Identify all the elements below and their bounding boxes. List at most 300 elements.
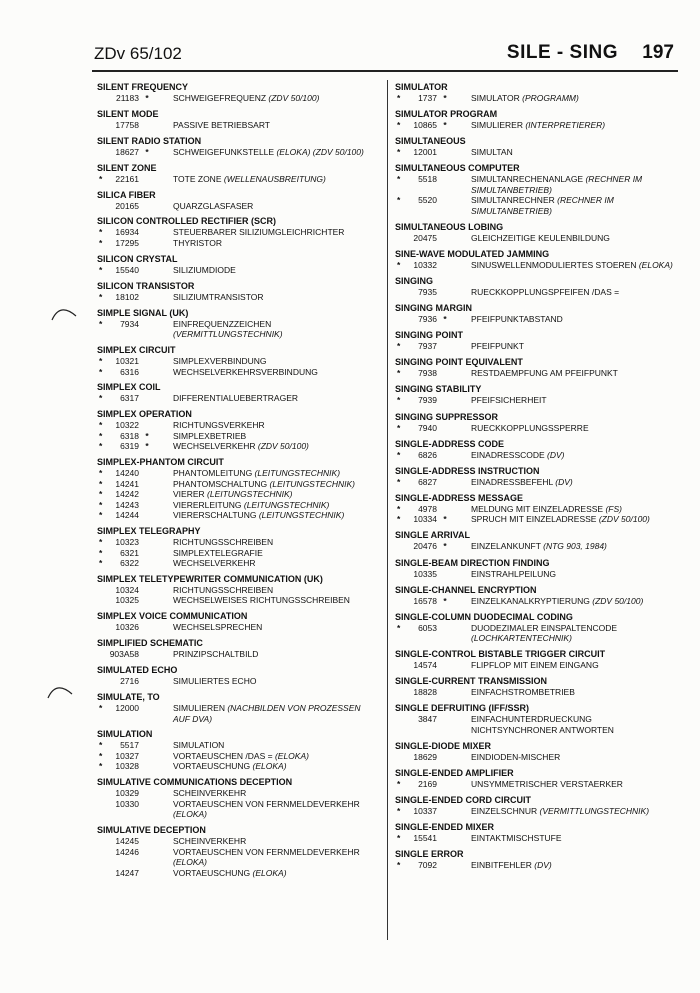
german-translation: WECHSELSPRECHEN [173,622,263,633]
term-code: 14243 [115,499,139,510]
entry-term: SIMULATOR [395,82,448,92]
term-code: 7935 [418,287,437,298]
glossary-entry [97,638,379,660]
glossary-entry [395,384,680,406]
term-code: 10328 [115,761,139,772]
term-code: 12001 [413,147,437,158]
translation-row [395,714,680,735]
star-mark: * [145,430,149,441]
term-code: 4978 [418,503,437,514]
translation-row [97,489,379,500]
star-mark: * [443,93,447,103]
entry-term: SIMULTANEOUS COMPUTER [395,163,520,174]
term-code: 16578 [413,595,437,606]
translation-row [97,147,379,158]
term-code: 18828 [413,687,437,698]
glossary-entry [97,345,379,377]
german-translation: WECHSELWEISES RICHTUNGSSCHREIBEN [173,595,350,606]
glossary-entry [395,466,680,488]
entry-term: SILICA FIBER [97,189,156,200]
translation-row [395,833,680,844]
asterisk-mark: * [99,558,103,569]
translation-row [97,595,379,606]
german-translation: VORTAEUSCHEN /DAS = (ELOKA) [173,750,309,761]
asterisk-mark: * [99,703,103,714]
term-code: 10865 [413,120,437,131]
term-code: 6322 [120,558,139,569]
entry-term: SILICON CRYSTAL [97,253,178,264]
entry-term: SINGING POINT [395,330,464,341]
german-translation: SIMULIEREN (NACHBILDEN VON PROZESSEN AUF DVA) [173,703,361,724]
entry-term: SILENT ZONE [97,162,157,173]
asterisk-mark: * [99,510,103,521]
german-translation: PHANTOMLEITUNG (LEITUNGSTECHNIK) [173,468,341,479]
term-code: 10335 [413,568,437,579]
translation-row [97,847,379,868]
translation-row [395,569,680,580]
term-code: 14240 [115,468,139,479]
term-code: 6826 [418,449,437,460]
asterisk-mark: * [99,761,103,772]
translation-row [97,201,379,212]
entry-term: SIMPLEX COIL [97,382,161,393]
german-translation: SCHEINVERKEHR [173,836,247,847]
asterisk-mark: * [99,547,103,558]
star-mark: * [443,514,447,525]
glossary-entry [395,768,680,790]
glossary-entry [395,849,680,871]
german-translation: PFEIFPUNKTABSTAND [471,314,563,325]
glossary-entry [395,330,680,352]
term-code: 6318 [120,430,139,441]
translation-row [97,441,379,452]
glossary-entry [395,109,680,131]
entry-term: SIMPLEX CIRCUIT [97,345,176,356]
term-code: 20475 [413,232,437,243]
term-code: 10322 [115,420,139,431]
german-translation: MELDUNG MIT EINZELADRESSE (FS) [471,503,622,514]
entry-term: SINGLE-ADDRESS INSTRUCTION [395,465,540,476]
glossary-entry [97,574,379,606]
term-code: 6317 [120,393,139,404]
german-translation: EINTAKTMISCHSTUFE [471,833,562,844]
glossary-entry [97,281,379,303]
term-code: 5518 [418,174,437,185]
entry-term: SIMPLEX TELETYPEWRITER COMMUNICATION (UK) [97,573,323,584]
glossary-entry [395,357,680,379]
entry-term: SINGLE-ENDED AMPLIFIER [395,768,514,779]
glossary-entry [97,109,379,131]
asterisk-mark: * [397,195,401,206]
translation-row [395,450,680,461]
star-mark: * [145,441,149,452]
asterisk-mark: * [397,833,401,844]
glossary-entry [395,530,680,552]
german-translation: DIFFERENTIALUEBERTRAGER [173,393,299,404]
asterisk-mark: * [397,514,401,525]
asterisk-mark: * [99,478,103,489]
term-code: 20165 [115,200,139,211]
translation-row [97,93,379,104]
term-code: 10323 [115,537,139,548]
translation-row [97,548,379,559]
translation-row [97,622,379,633]
entry-term: SINGLE-CHANNEL ENCRYPTION [395,584,537,595]
glossary-entry [395,741,680,763]
entry-term: SINGING POINT EQUIVALENT [395,357,523,368]
entry-term: SINGLE-CONTROL BISTABLE TRIGGER CIRCUIT [395,649,606,660]
asterisk-mark: * [397,779,401,790]
term-code: 2169 [418,779,437,790]
entry-term: SILENT MODE [97,108,159,119]
translation-row [395,504,680,515]
term-code: 14244 [115,510,139,521]
star-mark: * [145,93,149,103]
translation-row [395,423,680,434]
asterisk-mark: * [99,227,103,238]
term-code: 6053 [418,622,437,633]
translation-row [395,120,680,131]
term-code: 6827 [418,476,437,487]
translation-row [395,660,680,671]
german-translation: SCHWEIGEFUNKSTELLE (ELOKA) (ZDV 50/100) [173,146,364,157]
german-translation: THYRISTOR [173,237,222,248]
term-code: 6321 [120,547,139,558]
translation-row [395,623,680,644]
german-translation: SINUSWELLENMODULIERTES STOEREN (ELOKA) [471,259,673,270]
term-code: 14246 [115,846,139,857]
translation-row [395,596,680,607]
glossary-entry [395,795,680,817]
translation-row [97,468,379,479]
asterisk-mark: * [99,441,103,452]
translation-row [97,649,379,660]
german-translation: QUARZGLASFASER [173,200,254,211]
asterisk-mark: * [397,341,401,352]
german-translation: DUODEZIMALER EINSPALTENCODE (LOCHKARTENTECHNIK) [471,622,618,644]
entry-term: SINGLE-COLUMN DUODECIMAL CODING [395,611,573,622]
star-mark: * [443,595,447,606]
entry-term: SINE-WAVE MODULATED JAMMING [395,248,550,259]
german-translation: VIERERSCHALTUNG (LEITUNGSTECHNIK) [173,510,345,521]
term-code: 14247 [115,867,139,878]
glossary-entry [395,703,680,735]
translation-row [395,514,680,525]
asterisk-mark: * [99,537,103,548]
translation-row [395,687,680,698]
asterisk-mark: * [397,174,401,185]
translation-row [97,788,379,799]
translation-row [97,356,379,367]
term-code: 7934 [120,318,139,329]
translation-row [395,174,680,195]
translation-row [97,585,379,596]
translation-row [97,420,379,431]
german-translation: EINADRESSCODE (DV) [471,449,565,460]
german-translation: FLIPFLOP MIT EINEM EINGANG [471,660,599,671]
term-code: 17295 [115,237,139,248]
asterisk-mark: * [397,503,401,514]
term-code: 10332 [413,259,437,270]
term-code: 14241 [115,478,139,489]
entry-term: SIMULTANEOUS [395,136,466,147]
term-code: 903A58 [109,649,139,660]
glossary-entry [97,382,379,404]
asterisk-mark: * [99,291,103,302]
asterisk-mark: * [99,318,103,329]
asterisk-mark: * [99,740,103,751]
asterisk-mark: * [99,356,103,367]
glossary-entry [97,254,379,276]
entry-term: SIMULTANEOUS LOBING [395,221,504,232]
term-code: 3847 [418,714,437,725]
term-code: 15540 [115,264,139,275]
document-id: ZDv 65/102 [94,44,182,63]
translation-row [395,806,680,817]
german-translation: PRINZIPSCHALTBILD [173,649,259,660]
glossary-entry [395,136,680,158]
translation-row [97,431,379,442]
glossary-entry [97,82,379,104]
margin-arc-mark [50,300,80,330]
asterisk-mark: * [397,120,401,131]
term-code: 10324 [115,584,139,595]
entry-term: SINGLE-DIODE MIXER [395,741,492,752]
german-translation: EINZELANKUNFT (NTG 903, 1984) [471,541,607,552]
glossary-entry [97,692,379,724]
entry-term: SILICON CONTROLLED RECTIFIER (SCR) [97,216,276,227]
glossary-entry [395,493,680,525]
glossary-entry [97,457,379,521]
translation-row [395,314,680,325]
entry-term: SINGLE-BEAM DIRECTION FINDING [395,557,550,568]
right-column [395,82,680,877]
term-code: 22161 [115,173,139,184]
entry-term: SINGLE-ADDRESS MESSAGE [395,492,524,503]
translation-row [97,292,379,303]
left-column [97,82,379,884]
term-code: 16934 [115,227,139,238]
translation-row [97,393,379,404]
translation-row [395,541,680,552]
german-translation: SILIZIUMTRANSISTOR [173,291,264,302]
term-code: 17758 [115,119,139,130]
glossary-entry [395,82,680,104]
header-rule [92,70,678,72]
german-translation: EINDIODEN-MISCHER [471,752,561,763]
german-translation: RUECKKOPPLUNGSSPERRE [471,422,589,433]
german-translation: SPRUCH MIT EINZELADRESSE (ZDV 50/100) [471,514,650,525]
glossary-entry [97,216,379,248]
translation-row [395,341,680,352]
asterisk-mark: * [397,368,401,379]
glossary-entry [97,825,379,878]
translation-row [97,761,379,772]
translation-row [97,238,379,249]
asterisk-mark: * [99,430,103,441]
term-code: 7936 [418,314,437,325]
german-translation: PASSIVE BETRIEBSART [173,119,270,130]
translation-row [395,147,680,158]
translation-row [395,395,680,406]
asterisk-mark: * [397,147,401,158]
translation-row [395,779,680,790]
entry-term: SILENT FREQUENCY [97,82,189,92]
german-translation: WECHSELVERKEHR [173,558,256,569]
glossary-entry [395,163,680,216]
glossary-entry [395,276,680,298]
asterisk-mark: * [99,366,103,377]
german-translation: STEUERBARER SILIZIUMGLEICHRICHTER [173,227,345,238]
german-translation: EINFACHSTROMBETRIEB [471,687,575,698]
entry-term: SIMPLIFIED SCHEMATIC [97,638,203,649]
glossary-entry [395,649,680,671]
translation-row [97,174,379,185]
entry-term: SINGLE-ENDED MIXER [395,822,495,833]
asterisk-mark: * [99,237,103,248]
translation-row [97,703,379,724]
glossary-entry [395,303,680,325]
glossary-entry [97,163,379,185]
glossary-entry [395,585,680,607]
term-code: 14245 [115,836,139,847]
german-translation: PHANTOMSCHALTUNG (LEITUNGSTECHNIK) [173,478,355,489]
entry-term: SIMULATION [97,729,153,740]
entry-term: SINGLE-CURRENT TRANSMISSION [395,676,548,687]
guide-words: SILE - SING [506,42,618,63]
star-mark: * [443,314,447,325]
asterisk-mark: * [397,806,401,817]
glossary-entry [395,249,680,271]
german-translation: SIMULIERER (INTERPRETIERER) [471,120,606,131]
translation-row [395,287,680,298]
asterisk-mark: * [99,499,103,510]
term-code: 10330 [115,798,139,809]
asterisk-mark: * [99,173,103,184]
term-code: 1737 [418,93,437,103]
term-code: 6319 [120,441,139,452]
term-code: 6316 [120,366,139,377]
entry-term: SIMPLE SIGNAL (UK) [97,307,189,318]
entry-term: SIMULATED ECHO [97,665,178,676]
asterisk-mark: * [397,93,401,103]
glossary-entry [395,822,680,844]
german-translation: RICHTUNGSVERKEHR [173,420,265,431]
german-translation: WECHSELVERKEHR (ZDV 50/100) [173,441,309,452]
asterisk-mark: * [397,860,401,871]
term-code: 14574 [413,660,437,671]
translation-row [395,93,680,104]
glossary-entry [395,439,680,461]
translation-row [395,195,680,216]
entry-term: SINGLE DEFRUITING (IFF/SSR) [395,703,529,714]
translation-row [97,751,379,762]
german-translation: VORTAEUSCHUNG (ELOKA) [173,761,287,772]
asterisk-mark: * [99,393,103,404]
translation-row [97,120,379,131]
asterisk-mark: * [397,476,401,487]
glossary-entry [395,222,680,244]
term-code: 21183 [115,93,139,103]
asterisk-mark: * [397,395,401,406]
translation-row [395,860,680,871]
german-translation: GLEICHZEITIGE KEULENBILDUNG [471,232,610,243]
term-code: 5517 [120,740,139,751]
german-translation: PFEIFSICHERHEIT [471,395,547,406]
term-code: 10337 [413,806,437,817]
translation-row [97,558,379,569]
entry-term: SIMPLEX-PHANTOM CIRCUIT [97,457,224,468]
translation-row [395,368,680,379]
translation-row [395,752,680,763]
german-translation: EINZELKANALKRYPTIERUNG (ZDV 50/100) [471,595,644,606]
margin-arc-mark [46,678,76,708]
translation-row [97,479,379,490]
german-translation: EINZELSCHNUR (VERMITTLUNGSTECHNIK) [471,806,650,817]
page-number: 197 [642,42,674,63]
glossary-entry [97,665,379,687]
german-translation: SILIZIUMDIODE [173,264,236,275]
translation-row [97,367,379,378]
german-translation: SIMPLEXBETRIEB [173,430,247,441]
translation-row [395,477,680,488]
german-translation: EINSTRAHLPEILUNG [471,568,557,579]
translation-row [97,500,379,511]
term-code: 10325 [115,595,139,606]
german-translation: RESTDAEMPFUNG AM PFEIFPUNKT [471,368,618,379]
asterisk-mark: * [99,420,103,431]
translation-row [97,319,379,340]
term-code: 2716 [120,676,139,687]
german-translation: EINBITFEHLER (DV) [471,860,552,871]
glossary-entry [97,729,379,772]
star-mark: * [145,146,149,157]
translation-row [97,676,379,687]
entry-term: SIMPLEX VOICE COMMUNICATION [97,611,248,622]
asterisk-mark: * [397,449,401,460]
term-code: 10321 [115,356,139,367]
term-code: 15541 [413,833,437,844]
star-mark: * [443,541,447,552]
german-translation: RUECKKOPPLUNGSPFEIFEN /DAS = [471,287,620,298]
translation-row [97,537,379,548]
german-translation: PFEIFPUNKT [471,341,524,352]
translation-row [97,868,379,879]
term-code: 5520 [418,195,437,206]
glossary-entry [97,308,379,340]
term-code: 18629 [413,752,437,763]
german-translation: EINFREQUENZZEICHEN (VERMITTLUNGSTECHNIK) [173,318,283,340]
term-code: 14242 [115,489,139,500]
german-translation: RICHTUNGSSCHREIBEN [173,537,274,548]
german-translation: EINADRESSBEFEHL (DV) [471,476,573,487]
german-translation: VORTAEUSCHEN VON FERNMELDEVERKEHR (ELOKA) [173,798,360,820]
translation-row [97,510,379,521]
entry-term: SIMPLEX TELEGRAPHY [97,526,201,537]
german-translation: SIMULATION [173,740,225,751]
entry-term: SINGING SUPPRESSOR [395,411,499,422]
translation-row [97,836,379,847]
term-code: 10327 [115,750,139,761]
asterisk-mark: * [99,264,103,275]
term-code: 10334 [413,514,437,525]
entry-term: SINGING [395,276,434,287]
german-translation: UNSYMMETRISCHER VERSTAERKER [471,779,623,790]
german-translation: SIMULTANRECHNER (RECHNER IM SIMULTANBETRIEB) [471,195,614,216]
entry-term: SINGING STABILITY [395,384,482,395]
term-code: 18627 [115,146,139,157]
term-code: 10329 [115,788,139,799]
